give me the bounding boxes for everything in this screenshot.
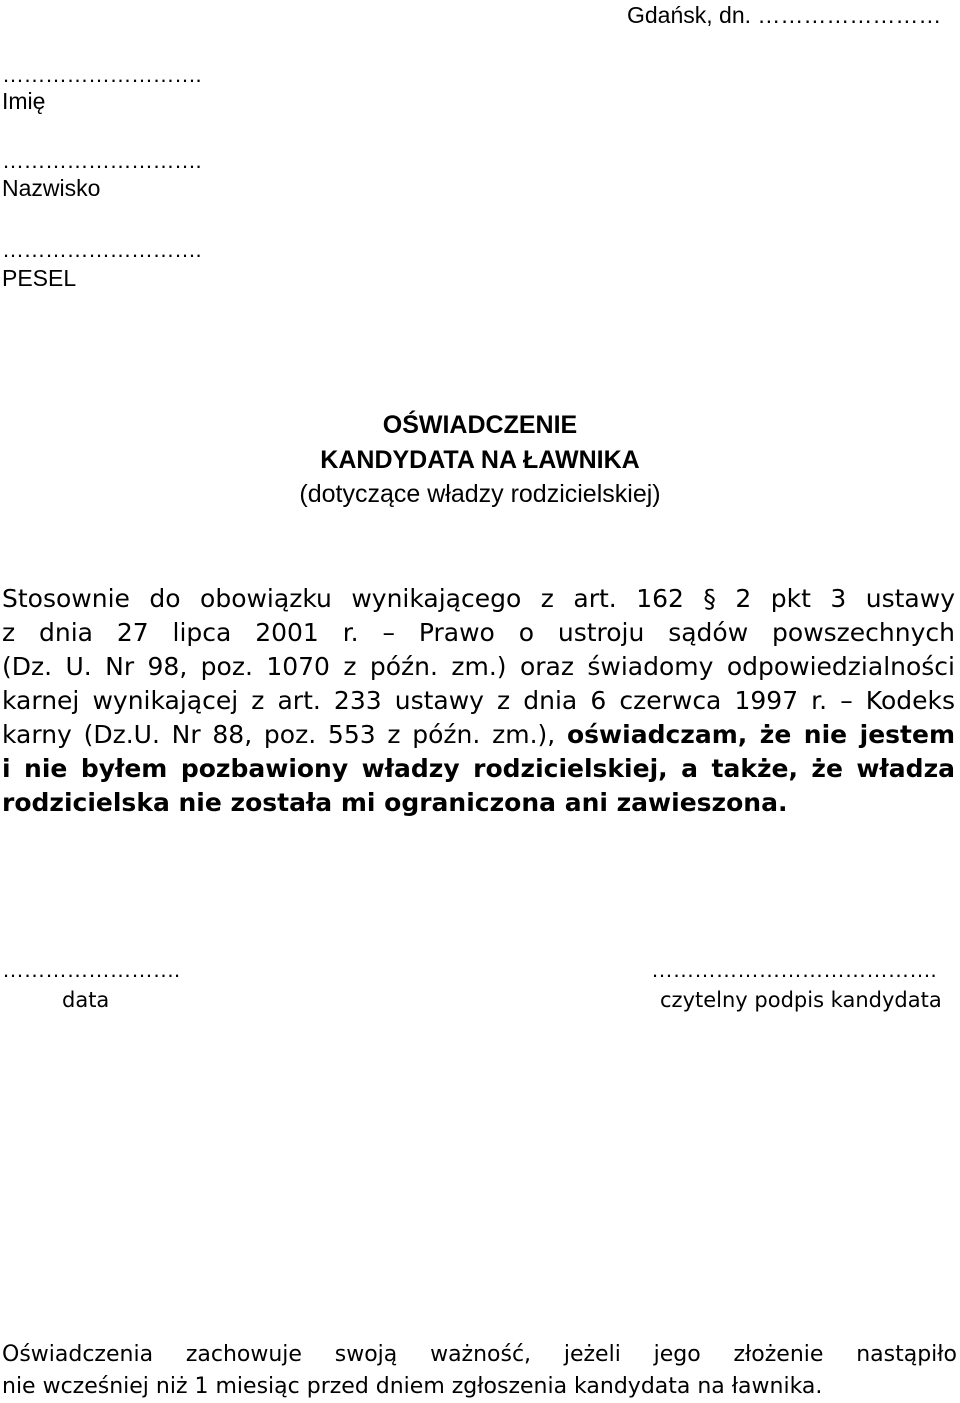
statement-line: (Dz. U. Nr 98, poz. 1070 z późn. zm.) oraz świadomy odpowiedzialności (2, 652, 955, 681)
statement-paragraph (2, 582, 955, 820)
pesel-label: PESEL (2, 265, 77, 291)
validity-note-line: Oświadczenia zachowuje swoją ważność, jeżeli jego złożenie nastąpiło (2, 1342, 957, 1367)
last-name-dots[interactable]: ………………………. (2, 148, 202, 173)
statement-declaration-bold: rodzicielska nie została mi ograniczona ani zawieszona. (2, 788, 788, 817)
candidate-signature-label: czytelny podpis kandydata (660, 988, 942, 1012)
pesel-dots[interactable]: ………………………. (2, 237, 202, 262)
statement-line: Stosownie do obowiązku wynikającego z art. 162 § 2 pkt 3 ustawy (2, 584, 955, 613)
validity-note-line: nie wcześniej niż 1 miesiąc przed dniem zgłoszenia kandydata na ławnika. (2, 1374, 823, 1399)
validity-note (2, 1339, 957, 1403)
statement-line: karnej wynikającej z art. 233 ustawy z dnia 6 czerwca 1997 r. – Kodeks (2, 686, 955, 715)
place-date-field: Gdańsk, dn. …………………… (627, 2, 942, 28)
date-signature-dots[interactable]: ……………………. (2, 957, 180, 982)
statement-text: karny (Dz.U. Nr 88, poz. 553 z późn. zm.), (2, 720, 567, 749)
document-subtitle: (dotyczące władzy rodzicielskiej) (299, 480, 661, 508)
statement-line: z dnia 27 lipca 2001 r. – Prawo o ustroju sądów powszechnych (2, 618, 955, 647)
first-name-dots[interactable]: ………………………. (2, 62, 202, 87)
first-name-label: Imię (2, 88, 46, 114)
document-title-candidate: KANDYDATA NA ŁAWNIKA (320, 446, 640, 474)
statement-line (2, 718, 955, 752)
statement-declaration-bold: oświadczam, że nie jestem (566, 720, 955, 749)
document-title: OŚWIADCZENIE (382, 411, 578, 439)
statement-declaration-bold: i nie byłem pozbawiony władzy rodzicielskiej, a także, że władza (2, 754, 955, 783)
last-name-label: Nazwisko (2, 175, 101, 201)
date-label: data (62, 988, 110, 1012)
candidate-signature-dots[interactable]: …………………………………. (651, 957, 937, 982)
